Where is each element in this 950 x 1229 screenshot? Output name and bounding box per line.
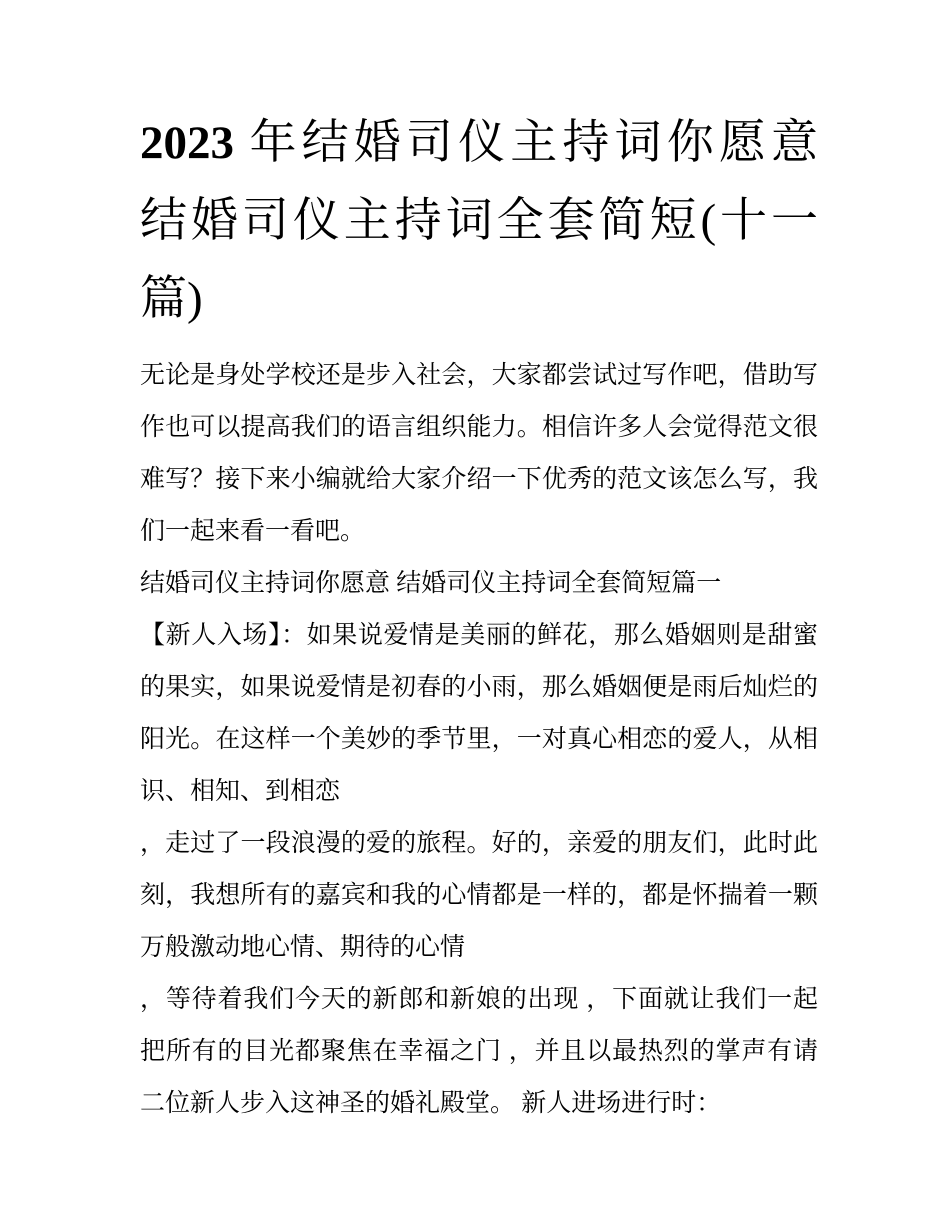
title-line-1 xyxy=(140,104,818,182)
paragraph-entrance-3: ，等待着我们今天的新郎和新娘的出现 ，下面就让我们一起把所有的目光都聚焦在幸福之门 ，并且以最热烈的掌声有请二位新人步入这神圣的婚礼殿堂。 新人进场进行时： xyxy=(140,986,818,1117)
title-line-3 xyxy=(140,260,818,338)
title-line-1-text: 年结婚司仪主持词你愿意 xyxy=(244,117,818,169)
paragraph-entrance-1: 【新人入场】：如果说爱情是美丽的鲜花，那么婚姻则是甜蜜的果实，如果说爱情是初春的小雨，那么婚姻便是雨后灿烂的阳光。在这样一个美妙的季节里，一对真心相恋的爱人，从相识、相知、到相恋 xyxy=(140,622,818,805)
document-content xyxy=(140,104,818,1130)
title-year: 2023 xyxy=(140,117,234,169)
title-line-2-text: 结婚司仪主持词全套简短(十一 xyxy=(140,195,818,247)
paragraph-section-heading: 结婚司仪主持词你愿意 结婚司仪主持词全套简短篇一 xyxy=(140,570,722,597)
paragraph-entrance-2: ，走过了一段浪漫的爱的旅程。好的，亲爱的朋友们，此时此刻，我想所有的嘉宾和我的心情都是一样的，都是怀揣着一颗万般激动地心情、期待的心情 xyxy=(140,830,818,961)
title-line-3-text: 篇) xyxy=(140,273,203,325)
document-title xyxy=(140,104,818,338)
title-line-2 xyxy=(140,182,818,260)
paragraph-intro: 无论是身处学校还是步入社会，大家都尝试过写作吧，借助写作也可以提高我们的语言组织能力。相信许多人会觉得范文很难写？接下来小编就给大家介绍一下优秀的范文该怎么写，我们一起来看一看吧。 xyxy=(140,362,818,545)
